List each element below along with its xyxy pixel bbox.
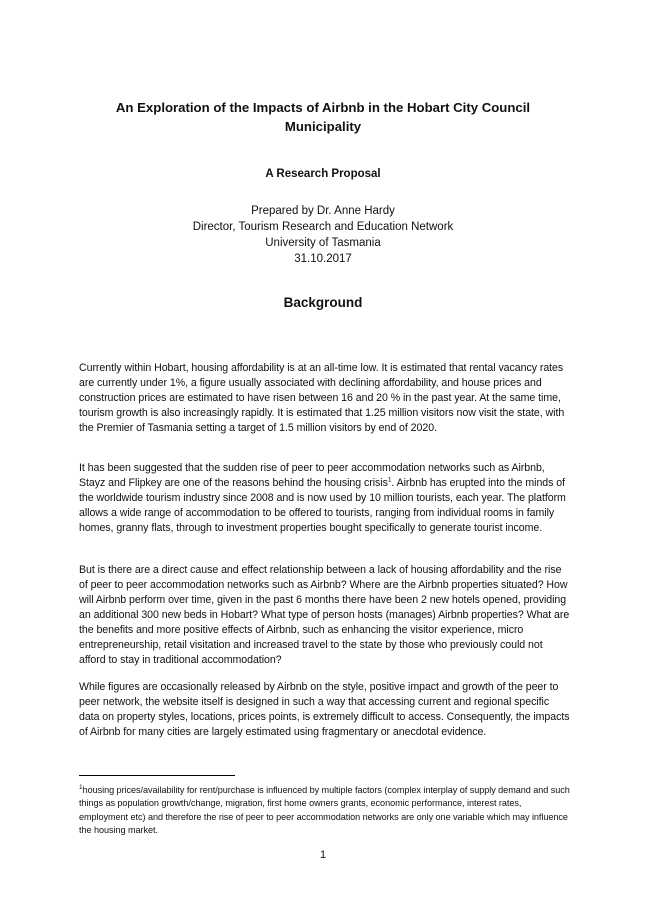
section-heading: Background <box>283 295 363 310</box>
paragraph-4: While figures are occasionally released by Airbnb on the style, positive impact and growth of the peer to peer network, the website itself is designed in such a way that accessing current and regional specific data on property styles, locations, prices points, is extremely difficult to access. Consequently, the impacts of Airbnb for many cities are largely estimated using fragmentary or anecdotal evidence. <box>79 681 570 738</box>
document-title: An Exploration of the Impacts of Airbnb in the Hobart City Council Municipality <box>115 100 531 134</box>
author-role: Director, Tourism Research and Education Network <box>192 221 454 233</box>
paragraph-2-text-a: It has been suggested that the sudden rise of peer to peer accommodation networks such as Airbnb, Stayz and Flipkey are one of the reasons behind the housing crisis <box>79 462 545 489</box>
page-number: 1 <box>319 849 327 861</box>
document-subtitle: A Research Proposal <box>265 168 381 180</box>
paragraph-1: Currently within Hobart, housing affordability is at an all-time low. It is estimated that rental vacancy rates are currently under 1%, a figure usually associated with declining affordability, and house prices and construction prices are estimated to have risen between 16 and 20 % in the past year. At the same time, tourism growth is also increasingly rapidly. It is estimated that 1.25 million visitors now visit the state, with the Premier of Tasmania setting a target of 1.5 million visitors by end of 2020. <box>79 362 565 434</box>
footnote-marker: 1 <box>79 783 83 791</box>
footnote-divider <box>79 775 235 776</box>
document-date: 31.10.2017 <box>294 253 352 265</box>
footnote <box>79 784 570 837</box>
author-institution: University of Tasmania <box>265 237 381 249</box>
paragraph-2-text-b: . Airbnb has erupted into the minds of the worldwide tourism industry since 2008 and is now used by 10 million tourists, each year. The platform allows a wide range of accommodation to be offered to tourists, ranging from individual rooms in family homes, granny flats, through to investment properties bought specifically to generate tourist income. <box>79 477 566 534</box>
prepared-by: Prepared by Dr. Anne Hardy <box>251 205 395 217</box>
paragraph-3: But is there are a direct cause and effect relationship between a lack of housing affordability and the rise of peer to peer accommodation networks such as Airbnb? Where are the Airbnb properties situated? How will Airbnb perform over time, given in the past 6 months there have been 2 new hotels opened, providing an additional 300 new beds in Hobart? What type of person hosts (manages) Airbnb properties? What are the benefits and more positive effects of Airbnb, such as enhancing the visitor experience, micro entrepreneurship, retail visitation and increased travel to the state by those who previously could not afford to stay in traditional accommodation? <box>79 564 570 666</box>
paragraph-2 <box>79 461 570 536</box>
footnote-reference: 1 <box>387 476 392 484</box>
footnote-text: housing prices/availability for rent/purchase is influenced by multiple factors (complex interplay of supply demand and such things as population growth/change, migration, first home owners grants, economic performance, interest rates, employment etc) and therefore the rise of peer to peer accommodation networks are only one variable which may influence the housing market. <box>79 785 570 835</box>
author-block <box>0 203 646 267</box>
